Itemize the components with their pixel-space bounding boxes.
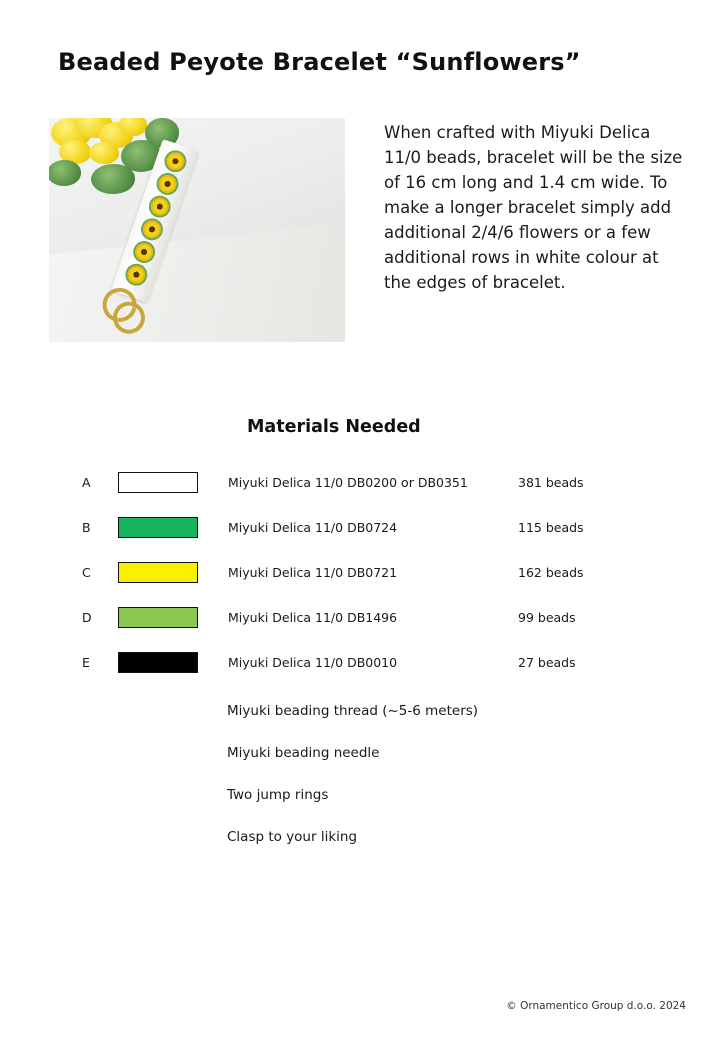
bead-color-swatch: [118, 472, 198, 493]
table-row: [82, 640, 642, 685]
bead-count: 27 beads: [518, 655, 576, 670]
table-row: [82, 505, 642, 550]
list-item: Miyuki beading thread (~5-6 meters): [227, 703, 479, 719]
table-row: [82, 595, 642, 640]
table-row: [82, 550, 642, 595]
bead-count: 115 beads: [518, 520, 584, 535]
bead-code: Miyuki Delica 11/0 DB0724: [228, 520, 398, 535]
bead-count: 99 beads: [518, 610, 576, 625]
bead-swatch-cell: [118, 595, 228, 640]
list-item: Clasp to your liking: [227, 829, 358, 845]
list-item: Miyuki beading needle: [227, 745, 380, 761]
bead-code: Miyuki Delica 11/0 DB0721: [228, 565, 398, 580]
bead-letter: A: [82, 475, 91, 490]
bracelet-photo: [49, 118, 345, 342]
bead-count: 162 beads: [518, 565, 584, 580]
bead-color-swatch: [118, 517, 198, 538]
list-item: Two jump rings: [227, 787, 329, 803]
bead-swatch-cell: [118, 460, 228, 505]
bead-color-swatch: [118, 562, 198, 583]
copyright-footer: © Ornamentico Group d.o.o. 2024: [506, 1000, 686, 1012]
materials-heading: Materials Needed: [247, 417, 421, 437]
bead-swatch-cell: [118, 505, 228, 550]
bead-code: Miyuki Delica 11/0 DB0010: [228, 655, 398, 670]
table-row: [82, 460, 642, 505]
bead-swatch-cell: [118, 640, 228, 685]
bead-code: Miyuki Delica 11/0 DB1496: [228, 610, 398, 625]
bead-color-swatch: [118, 607, 198, 628]
bead-letter: C: [82, 565, 91, 580]
bead-count: 381 beads: [518, 475, 584, 490]
page-title: Beaded Peyote Bracelet “Sunflowers”: [58, 48, 581, 76]
bead-letter: D: [82, 610, 92, 625]
bead-swatch-cell: [118, 550, 228, 595]
bead-code: Miyuki Delica 11/0 DB0200 or DB0351: [228, 475, 468, 490]
intro-paragraph: When crafted with Miyuki Delica 11/0 beads, bracelet will be the size of 16 cm long and 1.4 cm wide. To make a longer bracelet simply add additional 2/4/6 flowers or a few additional rows in white colour at the edges of bracelet.: [384, 123, 683, 292]
bead-letter: E: [82, 655, 90, 670]
bead-color-swatch: [118, 652, 198, 673]
extra-materials-list: [227, 690, 647, 858]
materials-table: [82, 460, 642, 685]
bead-letter: B: [82, 520, 91, 535]
